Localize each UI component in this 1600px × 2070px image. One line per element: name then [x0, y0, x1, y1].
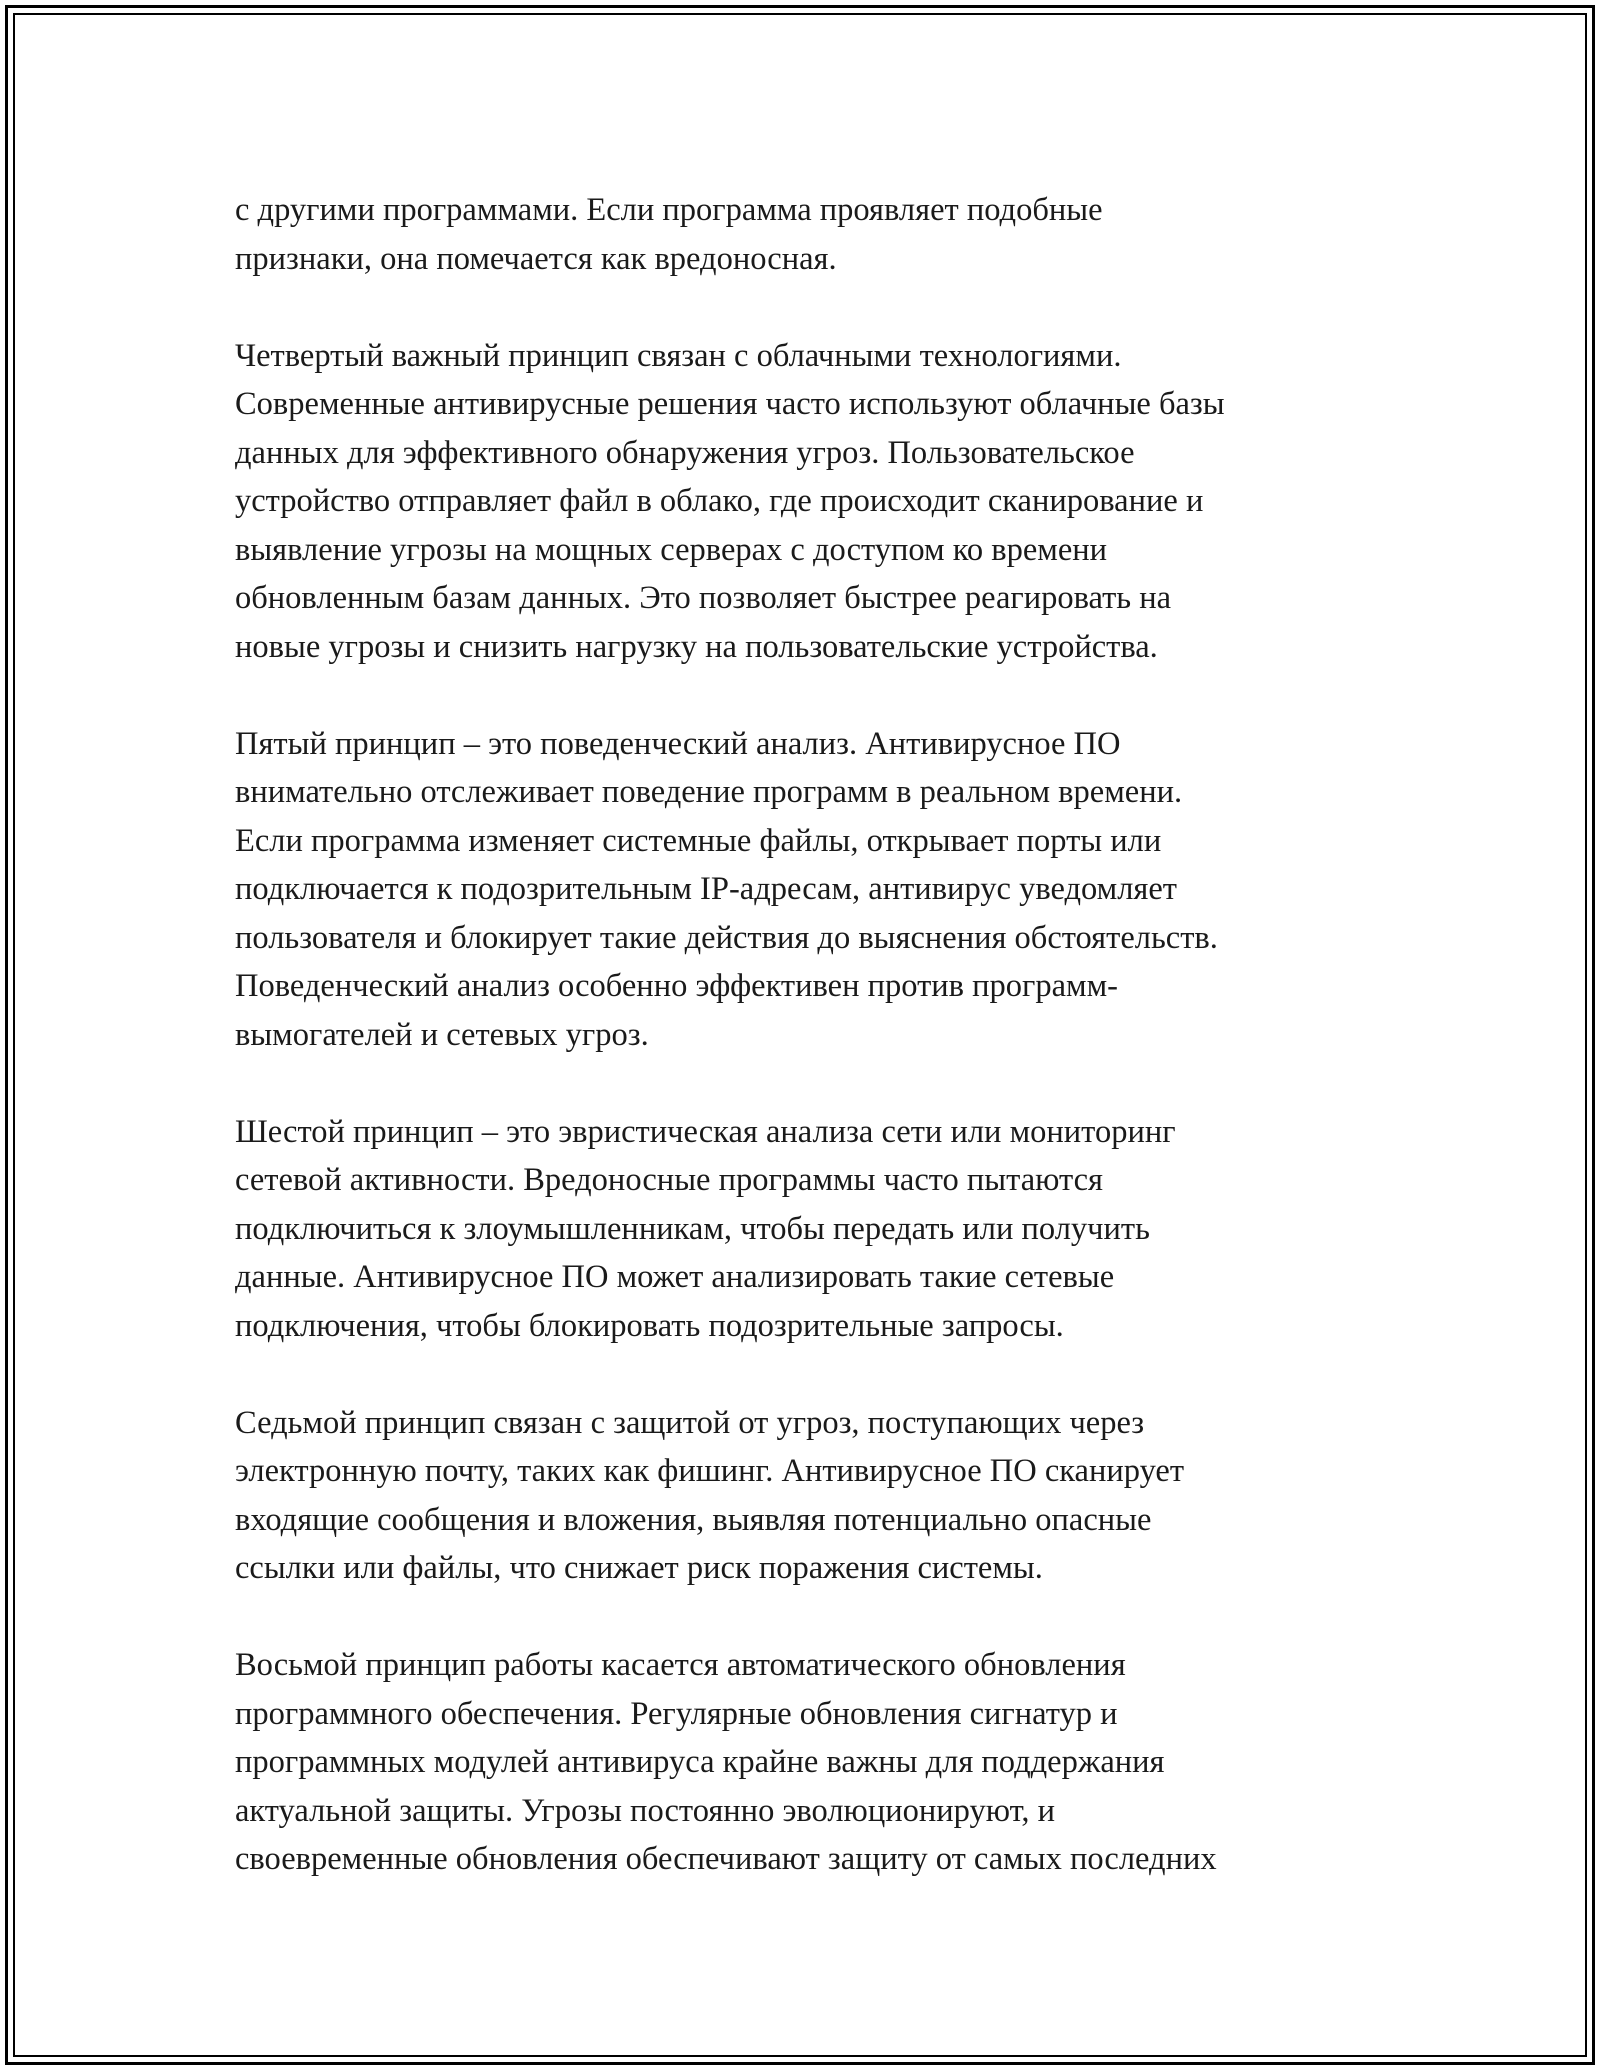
- text-line: данные. Антивирусное ПО может анализировать такие сетевые: [235, 1259, 1115, 1295]
- paragraph-continuation: [235, 186, 1385, 283]
- text-line: сетевой активности. Вредоносные программы часто пытаются: [235, 1162, 1103, 1198]
- text-line: подключиться к злоумышленникам, чтобы передать или получить: [235, 1210, 1150, 1247]
- text-line: Если программа изменяет системные файлы, открывает порты или: [235, 822, 1162, 859]
- paragraph-behavioral: [235, 720, 1385, 1060]
- paragraph-cloud: [235, 332, 1385, 672]
- text-line: подключается к подозрительным IP-адресам, антивирус уведомляет: [235, 871, 1177, 907]
- text-line: внимательно отслеживает поведение программ в реальном времени.: [235, 774, 1183, 810]
- paragraph-updates: [235, 1641, 1385, 1884]
- text-line: подключения, чтобы блокировать подозрительные запросы.: [235, 1307, 1064, 1344]
- text-line: обновленным базам данных. Это позволяет быстрее реагировать на: [235, 580, 1172, 616]
- paragraph-email: [235, 1399, 1385, 1593]
- text-line: электронную почту, таких как фишинг. Антивирусное ПО сканирует: [235, 1453, 1185, 1489]
- text-line: признаки, она помечается как вредоносная.: [235, 240, 837, 277]
- text-line: ссылки или файлы, что снижает риск поражения системы.: [235, 1550, 1043, 1586]
- text-line: Четвертый важный принцип связан с облачными технологиями.: [235, 337, 1122, 374]
- text-line: пользователя и блокирует такие действия до выяснения обстоятельств.: [235, 919, 1218, 956]
- text-line: программных модулей антивируса крайне важны для поддержания: [235, 1744, 1165, 1780]
- text-line: Седьмой принцип связан с защитой от угроз, поступающих через: [235, 1404, 1145, 1441]
- paragraph-network: [235, 1108, 1385, 1351]
- text-line: Современные антивирусные решения часто используют облачные базы: [235, 386, 1225, 422]
- text-line: данных для эффективного обнаружения угроз. Пользовательское: [235, 434, 1135, 471]
- text-line: с другими программами. Если программа проявляет подобные: [235, 192, 1103, 228]
- text-line: Шестой принцип – это эвристическая анализа сети или мониторинг: [235, 1113, 1176, 1150]
- text-line: Восьмой принцип работы касается автоматического обновления: [235, 1647, 1126, 1683]
- text-line: устройство отправляет файл в облако, где происходит сканирование и: [235, 483, 1204, 519]
- text-line: входящие сообщения и вложения, выявляя потенциально опасные: [235, 1501, 1152, 1538]
- text-line: новые угрозы и снизить нагрузку на пользовательские устройства.: [235, 628, 1158, 665]
- text-line: Пятый принцип – это поведенческий анализ. Антивирусное ПО: [235, 725, 1121, 762]
- text-line: вымогателей и сетевых угроз.: [235, 1016, 649, 1053]
- text-line: актуальной защиты. Угрозы постоянно эволюционируют, и: [235, 1792, 1055, 1829]
- text-line: выявление угрозы на мощных серверах с доступом ко времени: [235, 531, 1108, 568]
- text-line: Поведенческий анализ особенно эффективен против программ-: [235, 968, 1119, 1004]
- text-line: программного обеспечения. Регулярные обновления сигнатур и: [235, 1695, 1118, 1732]
- text-line: своевременные обновления обеспечивают защиту от самых последних: [235, 1841, 1217, 1877]
- document-body: [235, 186, 1385, 1932]
